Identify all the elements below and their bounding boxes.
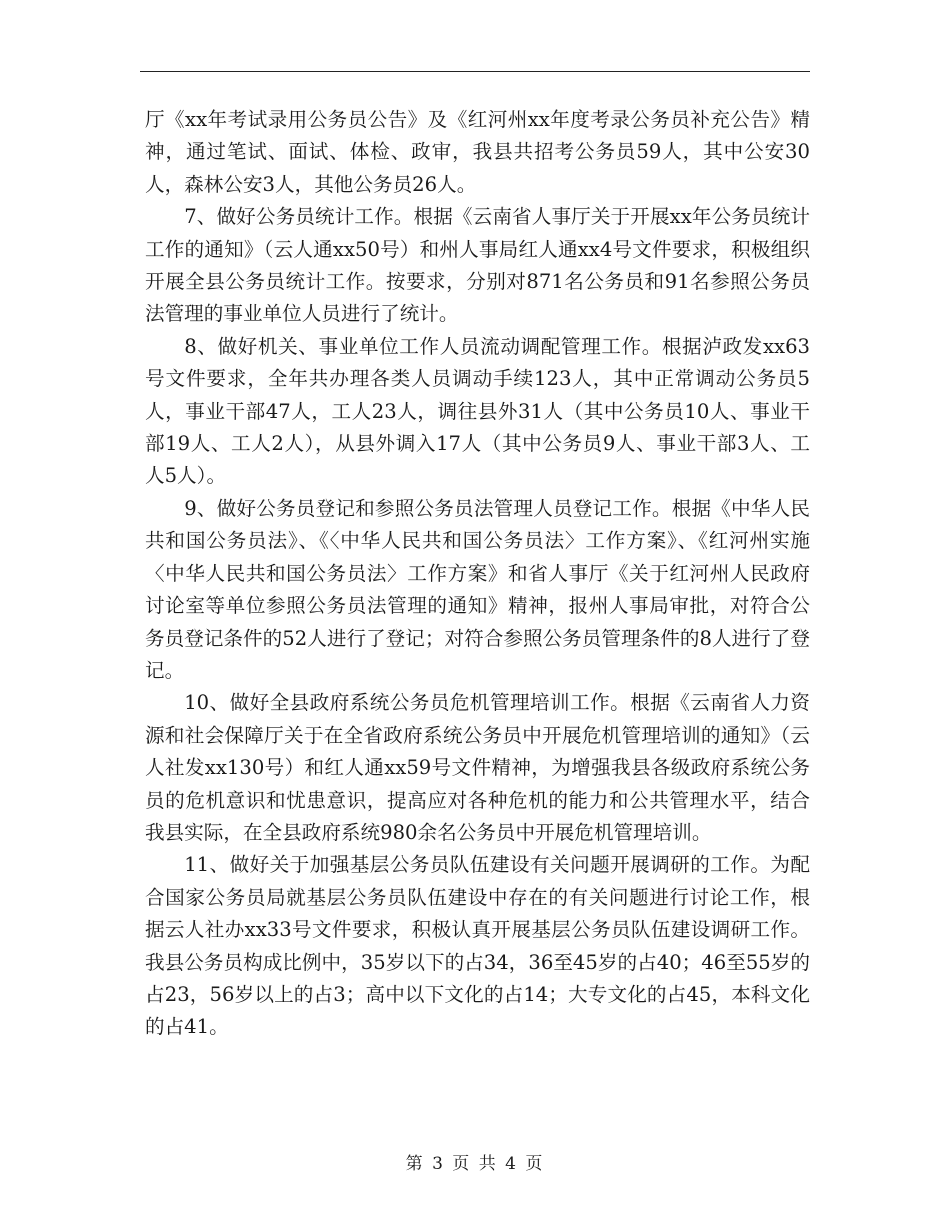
paragraph-item-10: 10、做好全县政府系统公务员危机管理培训工作。根据《云南省人力资源和社会保障厅关于在全省政府系统公务员中开展危机管理培训的通知》（云人社发xx130号）和红人通xx59号文件精神，为增强我县各级政府系统公务员的危机意识和忧患意识，提高应对各种危机的能力和公共管理水平，结合我县实际，在全县政府系统980余名公务员中开展危机管理培训。 [145,691,810,844]
paragraph-item-11: 11、做好关于加强基层公务员队伍建设有关问题开展调研的工作。为配合国家公务员局就基层公务员队伍建设中存在的有关问题进行讨论工作，根据云人社办xx33号文件要求，积极认真开展基层公务员队伍建设调研工作。我县公务员构成比例中，35岁以下的占34，36至45岁的占40；46至55岁的占23，56岁以上的占3；高中以下文化的占14；大专文化的占45，本科文化的占41。 [145,853,810,1039]
paragraph-continuation: 厅《xx年考试录用公务员公告》及《红河州xx年度考录公务员补充公告》精神，通过笔试、面试、体检、政审，我县共招考公务员59人，其中公安30人，森林公安3人，其他公务员26人。 [145,108,810,196]
document-body [145,104,810,1044]
paragraph-item-8: 8、做好机关、事业单位工作人员流动调配管理工作。根据泸政发xx63号文件要求，全年共办理各类人员调动手续123人，其中正常调动公务员5人，事业干部47人，工人23人，调往县外31人（其中公务员10人、事业干部19人、工人2人），从县外调入17人（其中公务员9人、事业干部3人、工人5人）。 [145,334,810,488]
page-number-footer: 第 3 页 共 4 页 [405,1154,545,1174]
paragraph-item-9: 9、做好公务员登记和参照公务员法管理人员登记工作。根据《中华人民共和国公务员法》、《〈中华人民共和国公务员法〉工作方案》、《红河州实施〈中华人民共和国公务员法〉工作方案》和省人事厅《关于红河州人民政府讨论室等单位参照公务员法管理的通知》精神，报州人事局审批，对符合公务员登记条件的52人进行了登记；对符合参照公务员管理条件的8人进行了登记。 [145,496,810,682]
paragraph-item-7: 7、做好公务员统计工作。根据《云南省人事厅关于开展xx年公务员统计工作的通知》（云人通xx50号）和州人事局红人通xx4号文件要求，积极组织开展全县公务员统计工作。按要求，分别对871名公务员和91名参照公务员法管理的事业单位人员进行了统计。 [145,205,810,326]
header-rule [140,71,810,72]
